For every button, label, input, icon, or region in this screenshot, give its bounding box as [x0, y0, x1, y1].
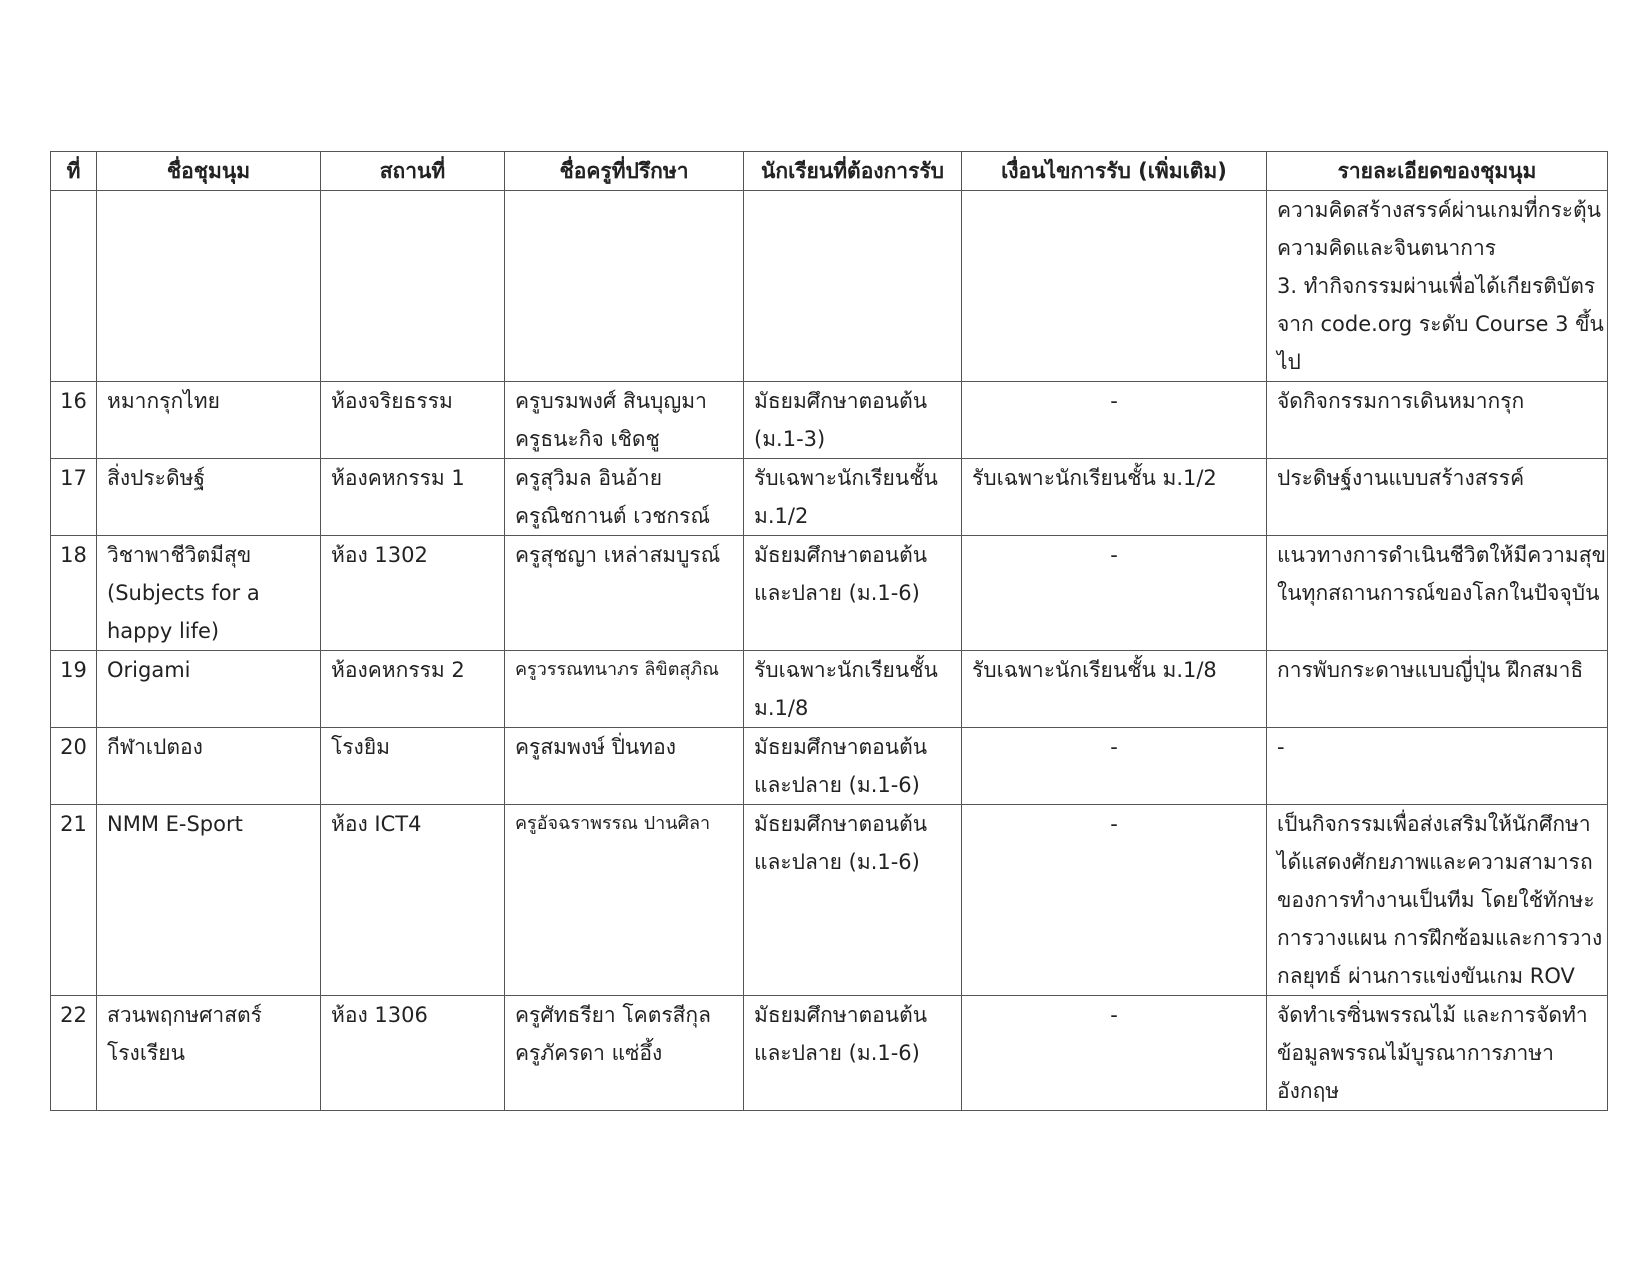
cell-students [744, 728, 962, 805]
students-line: และปลาย (ม.1-6) [754, 850, 920, 874]
cell-condition: รับเฉพาะนักเรียนชั้น ม.1/8 [962, 651, 1267, 728]
students-line: รับเฉพาะนักเรียนชั้น [754, 466, 938, 490]
cell-no: 20 [51, 728, 97, 805]
club-name-line: NMM E-Sport [107, 812, 243, 836]
table-row [51, 651, 1608, 728]
cell-details [1267, 805, 1608, 996]
cell-students [744, 805, 962, 996]
cell-no [51, 191, 97, 382]
club-table-page [50, 151, 1607, 1111]
cell-place [321, 191, 505, 382]
students-line: และปลาย (ม.1-6) [754, 581, 920, 605]
students-line: รับเฉพาะนักเรียนชั้น [754, 658, 938, 682]
details-line: จัดกิจกรรมการเดินหมากรุก [1277, 389, 1525, 413]
cell-place: โรงยิม [321, 728, 505, 805]
table-row-continuation [51, 191, 1608, 382]
cell-details [1267, 996, 1608, 1111]
cell-no: 16 [51, 382, 97, 459]
cell-no: 22 [51, 996, 97, 1111]
cell-place: ห้องจริยธรรม [321, 382, 505, 459]
advisor-name: ครูสมพงษ์ ปิ่นทอง [515, 735, 676, 759]
details-line: ได้แสดงศักยภาพและความสามารถ [1277, 850, 1593, 874]
header-no: ที่ [51, 152, 97, 191]
details-line: ข้อมูลพรรณไม้บูรณาการภาษา [1277, 1041, 1554, 1065]
table-row [51, 805, 1608, 996]
club-name-line: วิชาพาชีวิตมีสุข [107, 543, 252, 567]
club-name-line: โรงเรียน [107, 1041, 185, 1065]
cell-club [97, 651, 321, 728]
header-club-name: ชื่อชุมนุม [97, 152, 321, 191]
cell-students [744, 382, 962, 459]
table-header-row [51, 152, 1608, 191]
students-line: และปลาย (ม.1-6) [754, 1041, 920, 1065]
cell-no: 18 [51, 536, 97, 651]
cell-details [1267, 536, 1608, 651]
cell-condition [962, 191, 1267, 382]
cell-place: ห้องคหกรรม 2 [321, 651, 505, 728]
cell-condition: รับเฉพาะนักเรียนชั้น ม.1/2 [962, 459, 1267, 536]
details-line: ประดิษฐ์งานแบบสร้างสรรค์ [1277, 466, 1525, 490]
students-line: ม.1/8 [754, 696, 809, 720]
cell-no: 19 [51, 651, 97, 728]
cell-place: ห้อง ICT4 [321, 805, 505, 996]
details-line: เป็นกิจกรรมเพื่อส่งเสริมให้นักศึกษา [1277, 812, 1591, 836]
cell-advisor [505, 382, 744, 459]
cell-place: ห้อง 1302 [321, 536, 505, 651]
advisor-name: ครูอัจฉราพรรณ ปานศิลา [515, 813, 711, 834]
cell-students [744, 996, 962, 1111]
details-line: จาก code.org ระดับ Course 3 ขึ้น [1277, 312, 1604, 336]
advisor-name: ครูภัครดา แซ่อึ้ง [515, 1041, 663, 1065]
club-name-line: Origami [107, 658, 191, 682]
cell-club [97, 382, 321, 459]
cell-place: ห้องคหกรรม 1 [321, 459, 505, 536]
cell-details [1267, 728, 1608, 805]
details-line: ความคิดสร้างสรรค์ผ่านเกมที่กระตุ้น [1277, 198, 1602, 222]
header-place: สถานที่ [321, 152, 505, 191]
details-line: แนวทางการดำเนินชีวิตให้มีความสุข [1277, 543, 1606, 567]
cell-club [97, 536, 321, 651]
cell-details [1267, 459, 1608, 536]
club-table [50, 151, 1608, 1111]
cell-students [744, 459, 962, 536]
details-line: การวางแผน การฝึกซ้อมและการวาง [1277, 926, 1603, 950]
cell-advisor [505, 536, 744, 651]
header-condition: เงื่อนไขการรับ (เพิ่มเติม) [962, 152, 1267, 191]
students-line: มัธยมศึกษาตอนต้น [754, 389, 928, 413]
cell-condition: - [962, 728, 1267, 805]
students-line: และปลาย (ม.1-6) [754, 773, 920, 797]
cell-details [1267, 651, 1608, 728]
club-name-line: happy life) [107, 619, 220, 643]
cell-club [97, 996, 321, 1111]
cell-students [744, 651, 962, 728]
cell-no: 21 [51, 805, 97, 996]
table-row [51, 996, 1608, 1111]
club-name-line: (Subjects for a [107, 581, 260, 605]
details-line: กลยุทธ์ ผ่านการแข่งขันเกม ROV [1277, 964, 1575, 988]
cell-club [97, 191, 321, 382]
cell-condition: - [962, 536, 1267, 651]
club-name-line: กีฬาเปตอง [107, 735, 203, 759]
table-row [51, 459, 1608, 536]
cell-details [1267, 382, 1608, 459]
students-line: ม.1/2 [754, 504, 809, 528]
advisor-name: ครูบรมพงศ์ สินบุญมา [515, 389, 707, 413]
cell-no: 17 [51, 459, 97, 536]
cell-place: ห้อง 1306 [321, 996, 505, 1111]
cell-club [97, 805, 321, 996]
students-line: มัธยมศึกษาตอนต้น [754, 543, 928, 567]
table-row [51, 728, 1608, 805]
details-line: ของการทำงานเป็นทีม โดยใช้ทักษะ [1277, 888, 1595, 912]
advisor-name: ครูวรรณทนาภร ลิขิตสุภิณ [515, 659, 719, 680]
advisor-name: ครูณิชกานต์ เวชกรณ์ [515, 504, 710, 528]
club-name-line: หมากรุกไทย [107, 389, 220, 413]
details-line: ความคิดและจินตนาการ [1277, 236, 1497, 260]
cell-advisor [505, 191, 744, 382]
advisor-name: ครูศัทธรียา โคตรสีกุล [515, 1003, 712, 1027]
cell-students [744, 536, 962, 651]
cell-club [97, 728, 321, 805]
cell-condition: - [962, 996, 1267, 1111]
cell-club [97, 459, 321, 536]
advisor-name: ครูสุวิมล อินอ้าย [515, 466, 662, 490]
details-line: 3. ทำกิจกรรมผ่านเพื่อได้เกียรติบัตร [1277, 274, 1596, 298]
club-name-line: สิ่งประดิษฐ์ [107, 466, 206, 490]
cell-advisor [505, 805, 744, 996]
details-line: ในทุกสถานการณ์ของโลกในปัจจุบัน [1277, 581, 1600, 605]
table-row [51, 382, 1608, 459]
details-line: - [1277, 735, 1285, 759]
details-line: จัดทำเรซิ่นพรรณไม้ และการจัดทำ [1277, 1003, 1588, 1027]
header-students: นักเรียนที่ต้องการรับ [744, 152, 962, 191]
club-name-line: สวนพฤกษศาสตร์ [107, 1003, 262, 1027]
cell-advisor [505, 996, 744, 1111]
header-advisor: ชื่อครูที่ปรึกษา [505, 152, 744, 191]
students-line: มัธยมศึกษาตอนต้น [754, 735, 928, 759]
details-line: ไป [1277, 350, 1301, 374]
cell-advisor [505, 728, 744, 805]
table-row [51, 536, 1608, 651]
cell-condition: - [962, 382, 1267, 459]
students-line: (ม.1-3) [754, 427, 826, 451]
advisor-name: ครูสุชญา เหล่าสมบูรณ์ [515, 543, 721, 567]
students-line: มัธยมศึกษาตอนต้น [754, 812, 928, 836]
cell-details [1267, 191, 1608, 382]
students-line: มัธยมศึกษาตอนต้น [754, 1003, 928, 1027]
cell-advisor [505, 459, 744, 536]
header-details: รายละเอียดของชุมนุม [1267, 152, 1608, 191]
details-line: อังกฤษ [1277, 1079, 1340, 1103]
details-line: การพับกระดาษแบบญี่ปุ่น ฝึกสมาธิ [1277, 658, 1584, 682]
advisor-name: ครูธนะกิจ เชิดชู [515, 427, 660, 451]
cell-condition: - [962, 805, 1267, 996]
cell-students [744, 191, 962, 382]
cell-advisor [505, 651, 744, 728]
